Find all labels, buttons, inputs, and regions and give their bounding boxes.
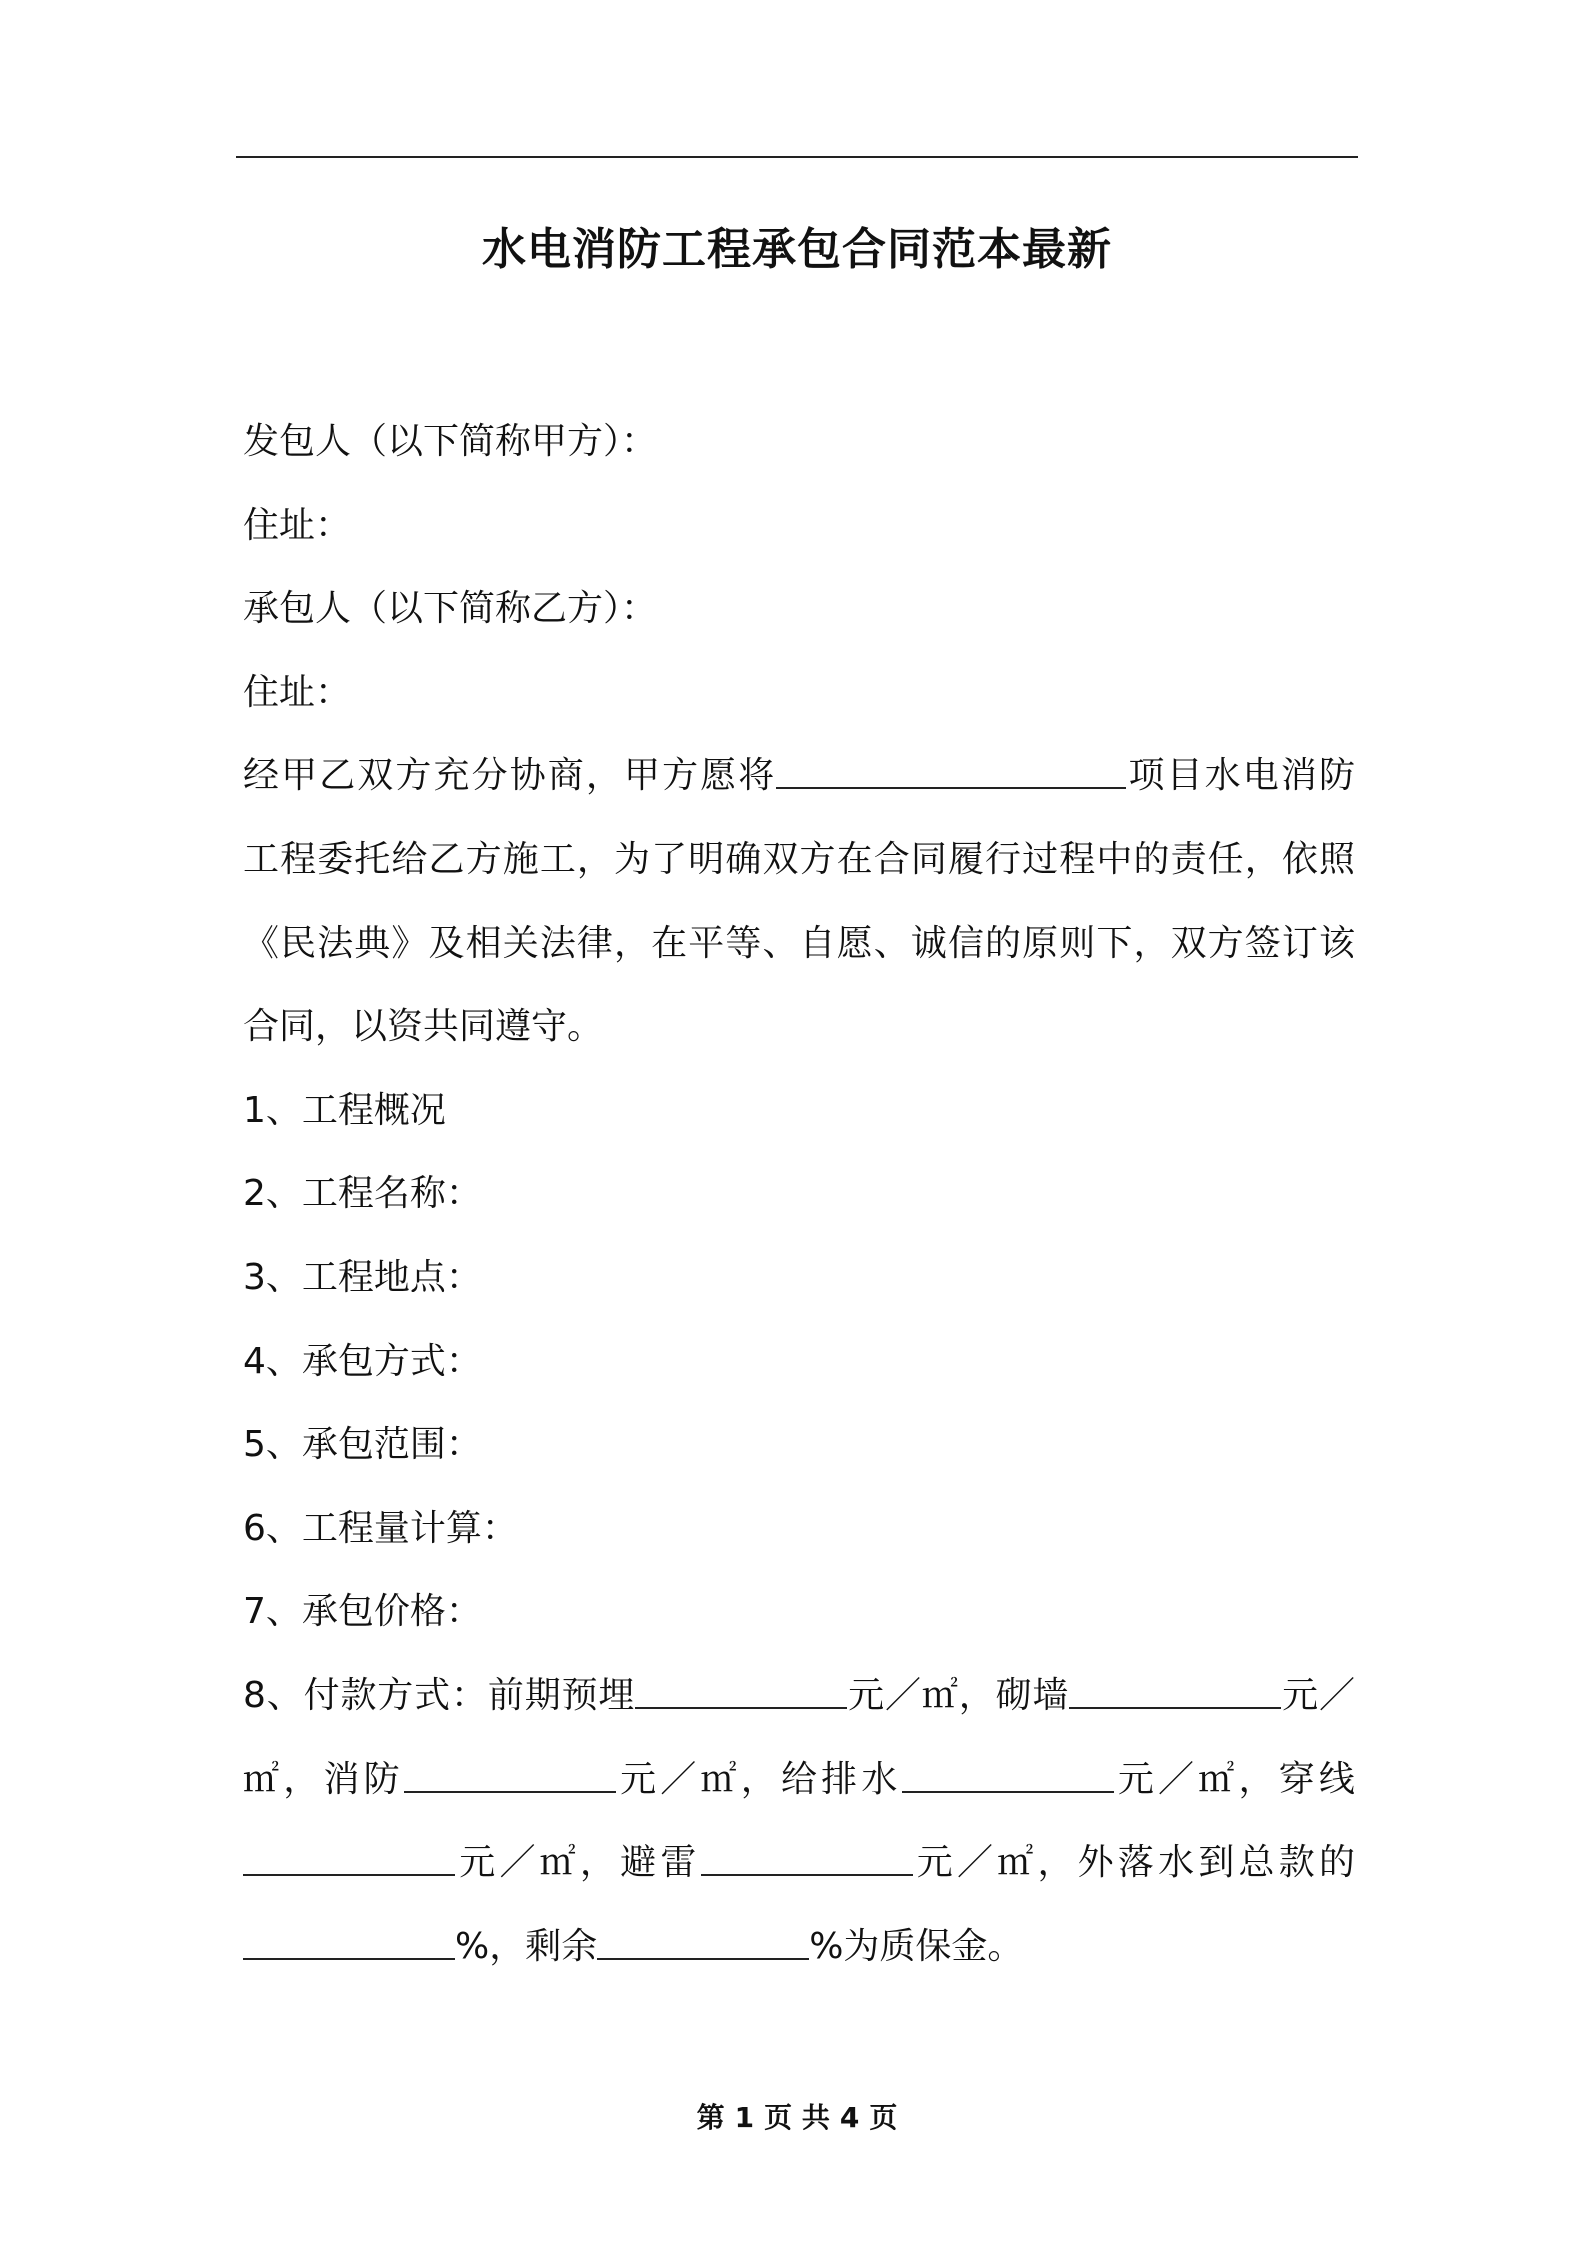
intro-line-3: 《民法典》及相关法律，在平等、自愿、诚信的原则下，双方签订该 (243, 922, 1355, 964)
item-2: 2、工程名称： (243, 1173, 482, 1215)
page-mid: 页 共 (764, 2101, 830, 2134)
water-blank (902, 1759, 1114, 1793)
party-b-line: 承包人（以下简称乙方）： (243, 588, 658, 630)
unit-f: 元／㎡， (912, 1842, 1078, 1884)
payment-label: 8、付款方式： (243, 1674, 488, 1716)
unit-c: 元／㎡， (615, 1758, 781, 1800)
item-6: 6、工程量计算： (243, 1507, 518, 1549)
unit-b: 元／ (1281, 1674, 1355, 1716)
downpipe-pct-blank (243, 1926, 455, 1960)
intro-line-1 (243, 734, 1355, 818)
item-5: 5、承包范围： (243, 1424, 482, 1466)
pct-b: %为质保金。 (809, 1925, 1024, 1967)
party-a-address-line: 住址： (243, 504, 352, 546)
lightning-blank (701, 1842, 913, 1876)
intro-line-4: 合同，以资共同遵守。 (243, 1006, 604, 1048)
payment-line-4 (243, 1905, 1355, 1989)
document-title: 水电消防工程承包合同范本最新 (482, 224, 1112, 275)
header-rule (236, 156, 1358, 158)
unit-d: 元／㎡， (1113, 1758, 1279, 1800)
payment-line-2 (243, 1738, 1355, 1822)
masonry-label: 砌墙 (995, 1674, 1070, 1716)
page-total: 4 (839, 2101, 860, 2134)
downpipe-label: 外落水到总款的 (1077, 1842, 1355, 1884)
wiring-blank (243, 1842, 455, 1876)
fire-blank (404, 1759, 616, 1793)
early-burial-label: 前期预埋 (487, 1674, 636, 1716)
item-7: 7、承包价格： (243, 1591, 482, 1633)
unit-a: 元／㎡， (847, 1674, 996, 1716)
unit-e: 元／㎡， (455, 1842, 621, 1884)
early-burial-blank (635, 1675, 847, 1709)
fire-label: 消防 (323, 1758, 404, 1800)
lightning-label: 避雷 (620, 1842, 701, 1884)
intro-line-2: 工程委托给乙方施工，为了明确双方在合同履行过程中的责任，依照 (243, 838, 1355, 880)
document-body (243, 400, 1355, 1988)
intro-text-1b: 项目水电消防 (1126, 755, 1355, 797)
water-label: 给排水 (780, 1758, 902, 1800)
page-prefix: 第 (696, 2101, 725, 2134)
party-b-address-line: 住址： (243, 671, 352, 713)
retention-pct-blank (597, 1926, 809, 1960)
item-4: 4、承包方式： (243, 1340, 482, 1382)
project-name-blank (776, 755, 1126, 789)
page-footer (236, 2098, 1358, 2138)
payment-line-3 (243, 1821, 1355, 1905)
intro-text-1a: 经甲乙双方充分协商，甲方愿将 (243, 755, 777, 797)
wiring-label: 穿线 (1278, 1758, 1355, 1800)
party-a-line: 发包人（以下简称甲方）： (243, 421, 658, 462)
pct-a: %，剩余 (455, 1925, 598, 1967)
page-current: 1 (734, 2101, 755, 2134)
unit-b-cont: ㎡， (243, 1758, 324, 1800)
page-suffix: 页 (869, 2101, 898, 2134)
item-1: 1、工程概况 (243, 1089, 446, 1131)
payment-line-1 (243, 1654, 1355, 1738)
masonry-blank (1069, 1675, 1281, 1709)
item-3: 3、工程地点： (243, 1256, 482, 1298)
